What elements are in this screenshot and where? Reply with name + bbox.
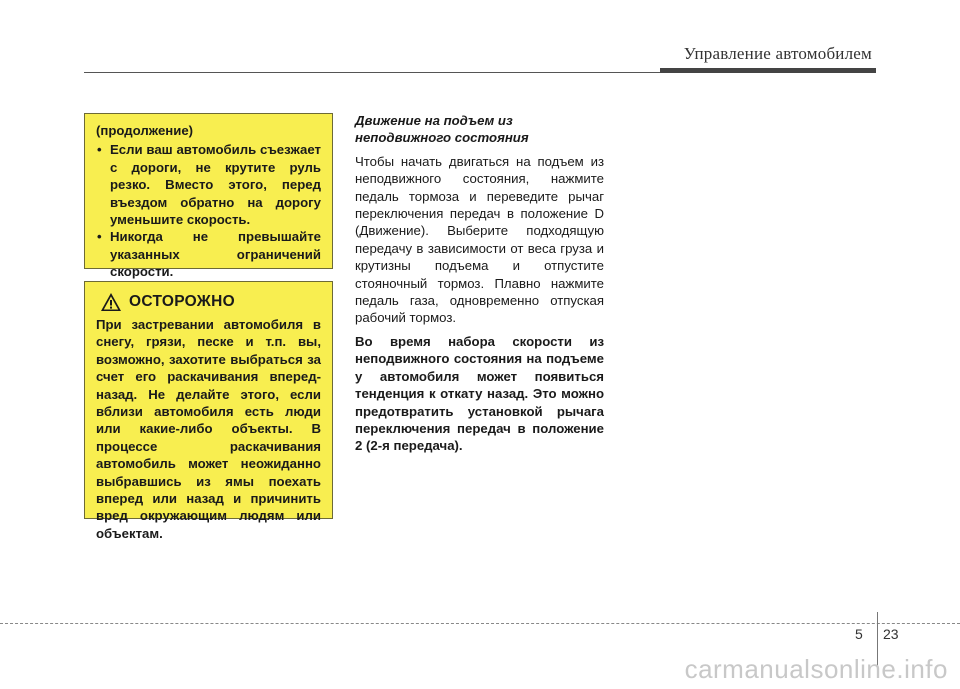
- continued-warning-box: [84, 113, 333, 280]
- footer-rule: [0, 623, 960, 624]
- bullet-item: • Если ваш автомобиль съезжает с дороги, не крутите руль резко. Вместо этого, перед въездом обратно на дорогу уменьшите скорость.: [96, 141, 321, 228]
- caution-box: [84, 281, 333, 541]
- section-paragraph: Чтобы начать двигаться на подъем из неподвижного состояния, нажмите педаль тормоза и переведите рычаг переключения передач в положение D (Движение). Выберите подходящую передачу в зависимости от веса груза и крутизны подъема и отпустите стояночный тормоз. Плавно нажмите педаль газа, одновременно отпуская рабочий тормоз.: [355, 153, 604, 326]
- caution-title: ОСТОРОЖНО: [129, 293, 235, 311]
- header-title: Управление автомобилем: [683, 44, 872, 63]
- section-heading-line: Движение на подъем из: [355, 113, 513, 128]
- watermark: carmanualsonline.info: [684, 654, 948, 684]
- continued-bullet-list: [96, 141, 321, 280]
- caution-text: При застревании автомобиля в снегу, грязи, песке и т.п. вы, возможно, захотите выбраться за счет его раскачивания вперед-назад. Не делайте этого, если вблизи автомобиля есть люди или какие-либо объекты. В процессе раскачивания автомобиль может неожиданно выбравшись из ямы поехать вперед или назад и причинить вред окружающим людям или объектам.: [96, 317, 321, 541]
- section-column: [355, 112, 604, 455]
- warning-triangle-icon: [100, 292, 122, 312]
- page-number: 23: [883, 626, 899, 642]
- section-heading: [355, 112, 604, 147]
- continued-heading: (продолжение): [96, 123, 194, 138]
- caution-header: [96, 291, 321, 313]
- bullet-item: • Никогда не превышайте указанных ограничений скорости.: [96, 228, 321, 280]
- header-rule-thin: [84, 72, 660, 73]
- section-heading-line: неподвижного состояния: [355, 130, 529, 146]
- header-rule-thick: [660, 68, 876, 73]
- chapter-number: 5: [855, 626, 863, 642]
- section-bold-paragraph: Во время набора скорости из неподвижного состояния на подъеме у автомобиля может появиться тенденция к откату назад. Это можно предотвратить установкой рычага переключения передач в положение 2 (2-я передача).: [355, 333, 604, 454]
